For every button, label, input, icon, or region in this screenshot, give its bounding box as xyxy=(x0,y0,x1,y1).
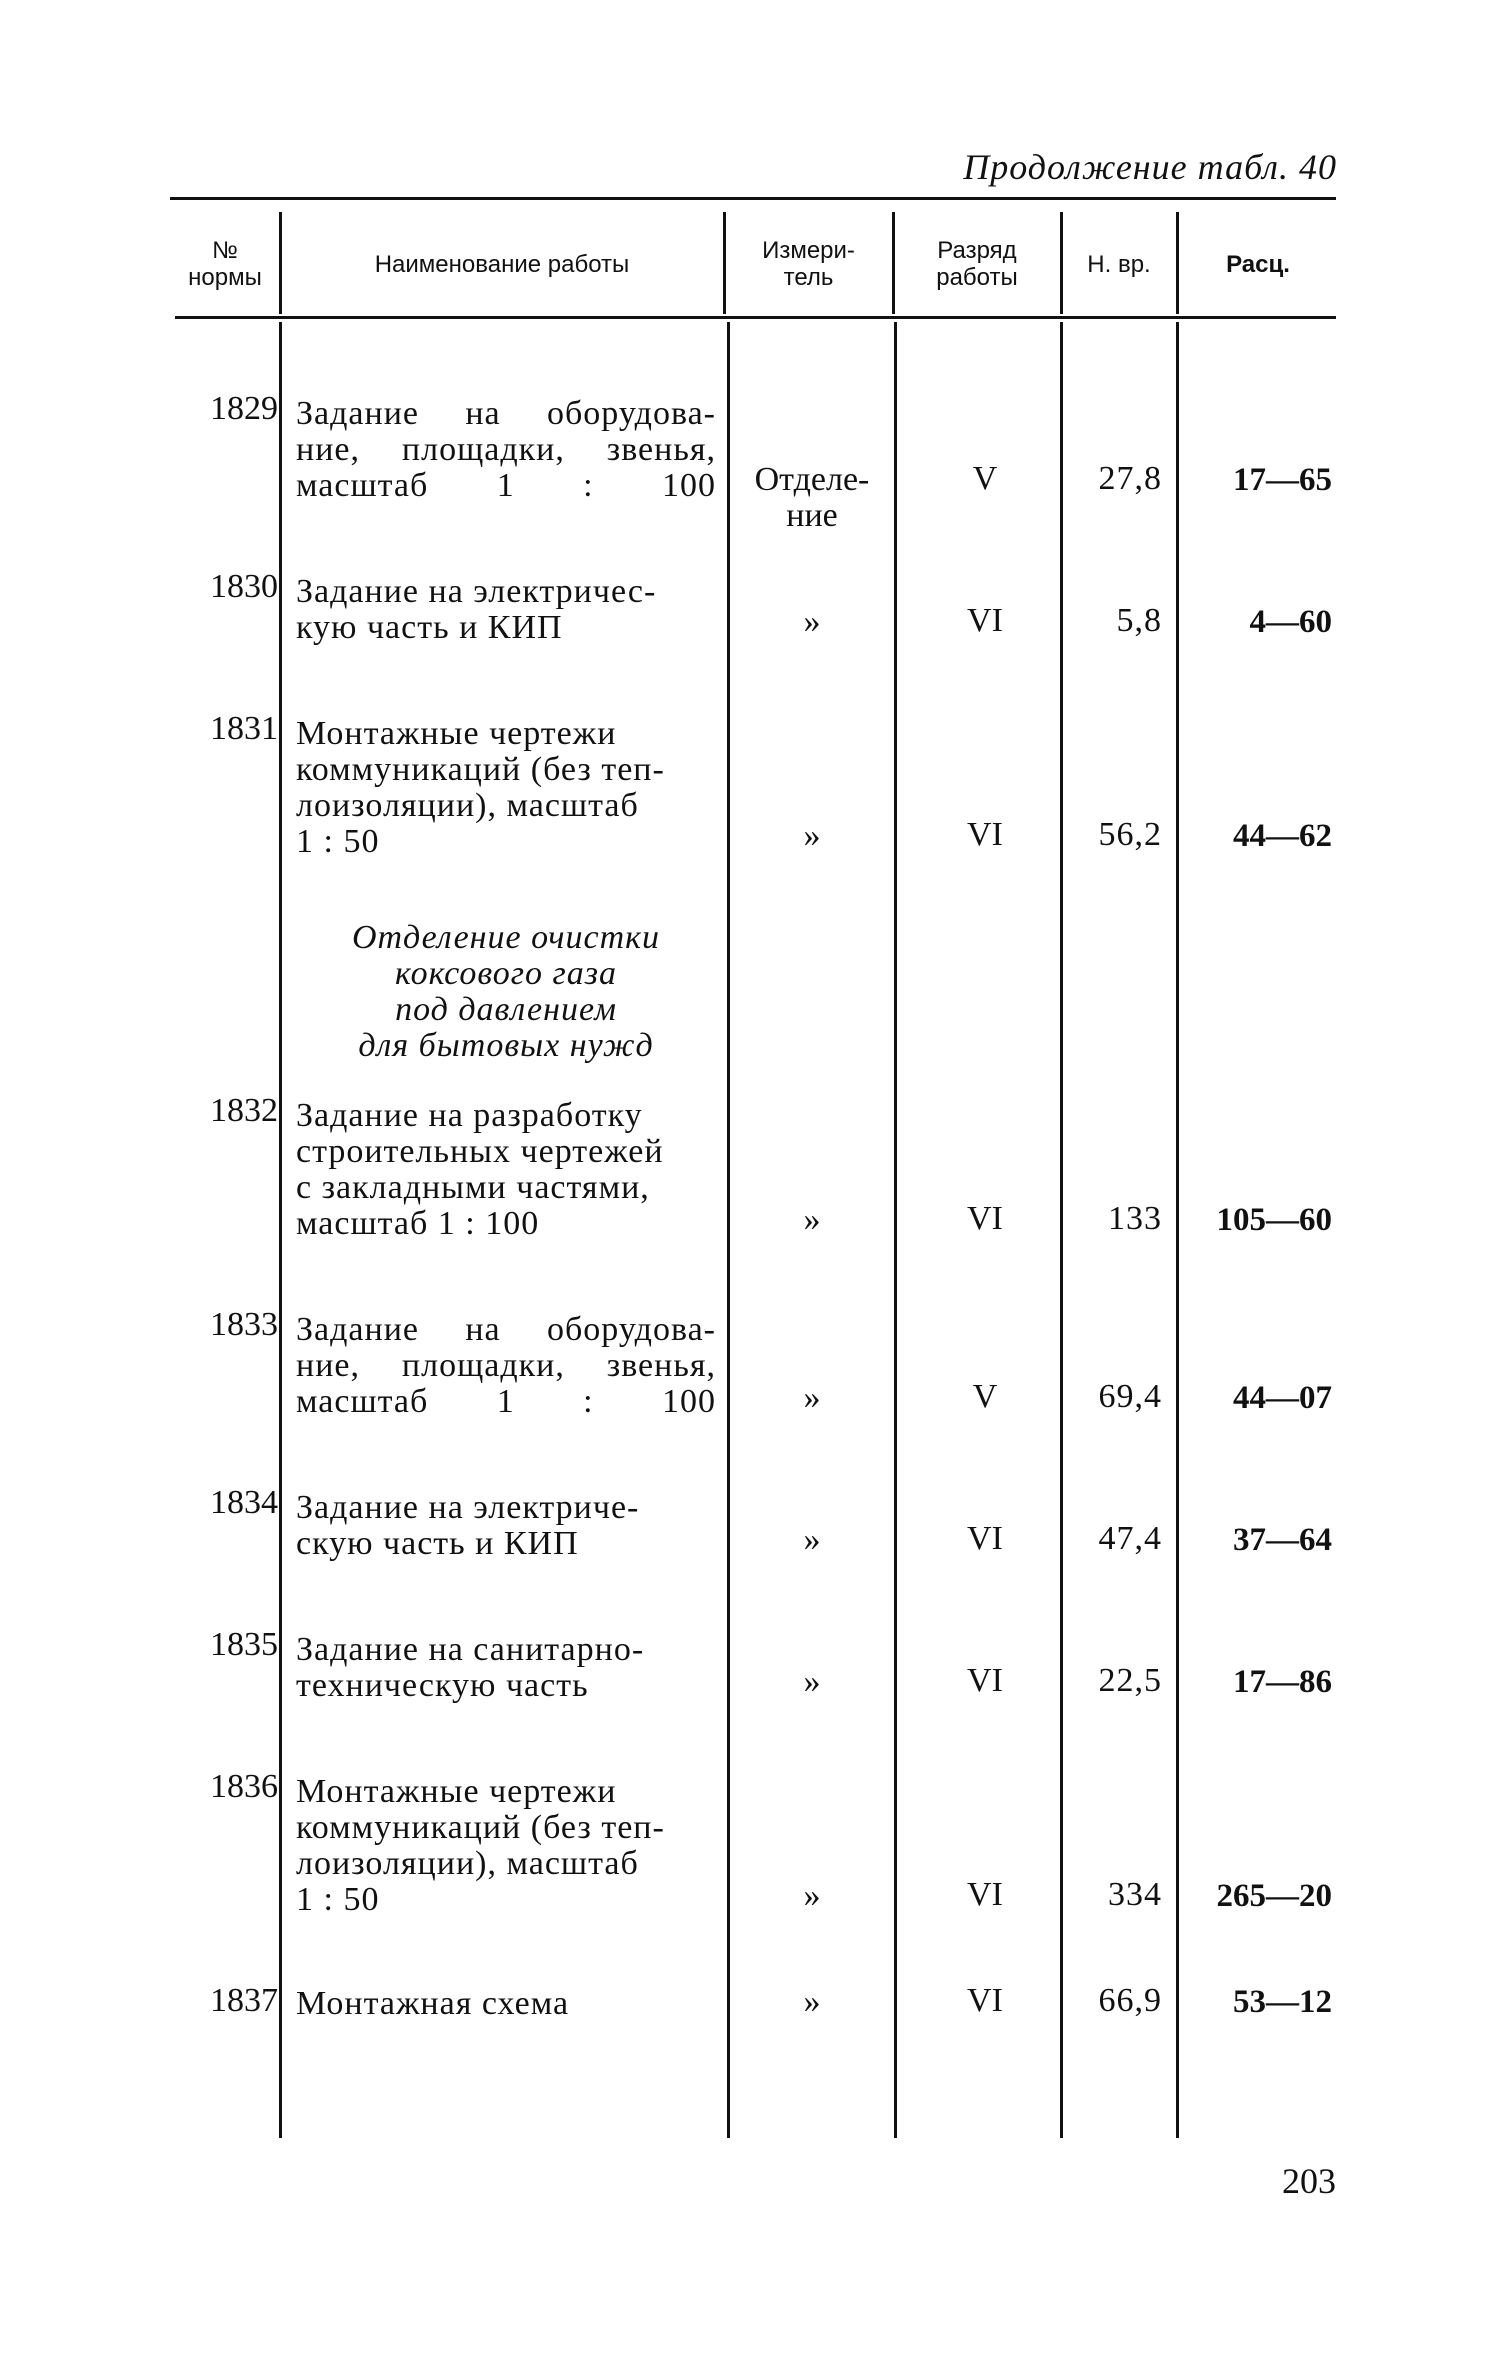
row-name xyxy=(296,574,716,646)
row-num: 1836 xyxy=(210,1768,278,1805)
col-header-hours-text: Н. вр. xyxy=(1087,250,1151,278)
row-name xyxy=(296,1774,716,1918)
col-header-unit-text: Измери- тель xyxy=(762,237,855,291)
row-hours: 133 xyxy=(1108,1200,1162,1237)
row-name xyxy=(296,1632,716,1704)
row-unit: » xyxy=(803,1521,821,1558)
row-hours: 22,5 xyxy=(1098,1662,1162,1699)
row-hours: 47,4 xyxy=(1098,1520,1162,1557)
header-bottom-rule xyxy=(175,316,1336,319)
col-header-grade-text: Разряд работы xyxy=(936,237,1018,291)
row-rate: 265—20 xyxy=(1216,1878,1332,1914)
row-grade: VI xyxy=(967,1520,1003,1557)
row-grade: VI xyxy=(967,1200,1003,1237)
row-hours: 69,4 xyxy=(1098,1378,1162,1415)
row-unit: » xyxy=(803,817,821,854)
row-name xyxy=(296,1490,716,1562)
row-name xyxy=(296,1312,716,1420)
column-line xyxy=(1176,322,1179,2138)
row-unit: » xyxy=(803,603,821,640)
col-header-unit xyxy=(727,214,890,314)
row-grade: V xyxy=(972,460,998,497)
row-rate: 17—86 xyxy=(1233,1664,1332,1700)
section-heading xyxy=(296,920,716,1064)
row-name-text: Монтажные чертежи коммуникаций (без теп- лоизоляции), масштаб 1 : 50 xyxy=(296,715,665,860)
col-header-name-text: Наименование работы xyxy=(374,250,630,278)
row-name-text: Задание на санитарно- техническую часть xyxy=(296,1631,645,1704)
row-name xyxy=(296,1098,716,1242)
header-separator xyxy=(892,212,895,314)
row-unit: » xyxy=(803,1877,821,1914)
row-num: 1829 xyxy=(210,390,278,427)
row-name-text: Задание на оборудова- ние, площадки, звенья, масштаб 1 : 100 xyxy=(296,395,716,504)
row-name-text: Задание на электриче- скую часть и КИП xyxy=(296,1489,640,1562)
header-separator xyxy=(1060,212,1063,314)
row-rate: 4—60 xyxy=(1249,604,1332,640)
row-name-text: Монтажная схема xyxy=(296,1985,570,2022)
col-header-grade xyxy=(896,214,1058,314)
column-line xyxy=(727,322,730,2138)
row-name-text: Задание на электричес- кую часть и КИП xyxy=(296,573,657,646)
row-rate: 44—62 xyxy=(1233,818,1332,854)
page-number: 203 xyxy=(1282,2161,1336,2201)
col-header-num-text: № нормы xyxy=(188,237,262,291)
row-name-text: Монтажные чертежи коммуникаций (без теп- лоизоляции), масштаб 1 : 50 xyxy=(296,1773,665,1918)
column-line xyxy=(279,322,282,2138)
section-heading-text: Отделение очистки коксового газа под давлением для бытовых нужд xyxy=(351,919,661,1064)
row-unit: » xyxy=(803,1379,821,1416)
table-top-rule xyxy=(170,197,1336,200)
row-hours: 334 xyxy=(1108,1876,1162,1913)
row-rate: 37—64 xyxy=(1233,1522,1332,1558)
row-unit: » xyxy=(803,1663,821,1700)
row-name-text: Задание на разработку строительных чертежей с закладными частями, масштаб 1 : 100 xyxy=(296,1097,664,1242)
header-separator xyxy=(723,212,726,314)
header-separator xyxy=(279,212,282,314)
row-rate: 105—60 xyxy=(1216,1202,1332,1238)
row-grade: VI xyxy=(967,1982,1003,2019)
row-name-text: Задание на оборудова- ние, площадки, звенья, масштаб 1 : 100 xyxy=(296,1311,716,1420)
row-hours: 5,8 xyxy=(1116,602,1162,639)
row-hours: 56,2 xyxy=(1098,816,1162,853)
row-num: 1834 xyxy=(210,1484,278,1521)
row-name xyxy=(296,716,716,860)
row-hours: 27,8 xyxy=(1098,460,1162,497)
row-unit-text: Отделе- ние xyxy=(754,461,870,534)
row-num: 1831 xyxy=(210,710,278,747)
row-hours: 66,9 xyxy=(1098,1982,1162,2019)
row-grade: VI xyxy=(967,1662,1003,1699)
continuation-caption: Продолжение табл. 40 xyxy=(963,147,1337,187)
row-num: 1835 xyxy=(210,1626,278,1663)
row-num: 1837 xyxy=(210,1982,278,2019)
row-grade: V xyxy=(972,1378,998,1415)
col-header-rate-text: Расц. xyxy=(1226,250,1290,278)
row-name xyxy=(296,396,716,504)
row-unit: » xyxy=(803,1983,821,2020)
row-num: 1833 xyxy=(210,1306,278,1343)
col-header-rate xyxy=(1180,214,1336,314)
row-unit xyxy=(732,462,892,534)
col-header-num xyxy=(172,214,278,314)
row-unit: » xyxy=(803,1201,821,1238)
row-num: 1832 xyxy=(210,1092,278,1129)
row-rate: 17—65 xyxy=(1233,462,1332,498)
row-grade: VI xyxy=(967,1876,1003,1913)
row-grade: VI xyxy=(967,602,1003,639)
row-num: 1830 xyxy=(210,568,278,605)
row-rate: 44—07 xyxy=(1233,1380,1332,1416)
row-rate: 53—12 xyxy=(1233,1984,1332,2020)
col-header-hours xyxy=(1064,214,1174,314)
col-header-name xyxy=(283,214,721,314)
header-separator xyxy=(1176,212,1179,314)
row-name xyxy=(296,1986,716,2022)
row-grade: VI xyxy=(967,816,1003,853)
column-line xyxy=(894,322,897,2138)
